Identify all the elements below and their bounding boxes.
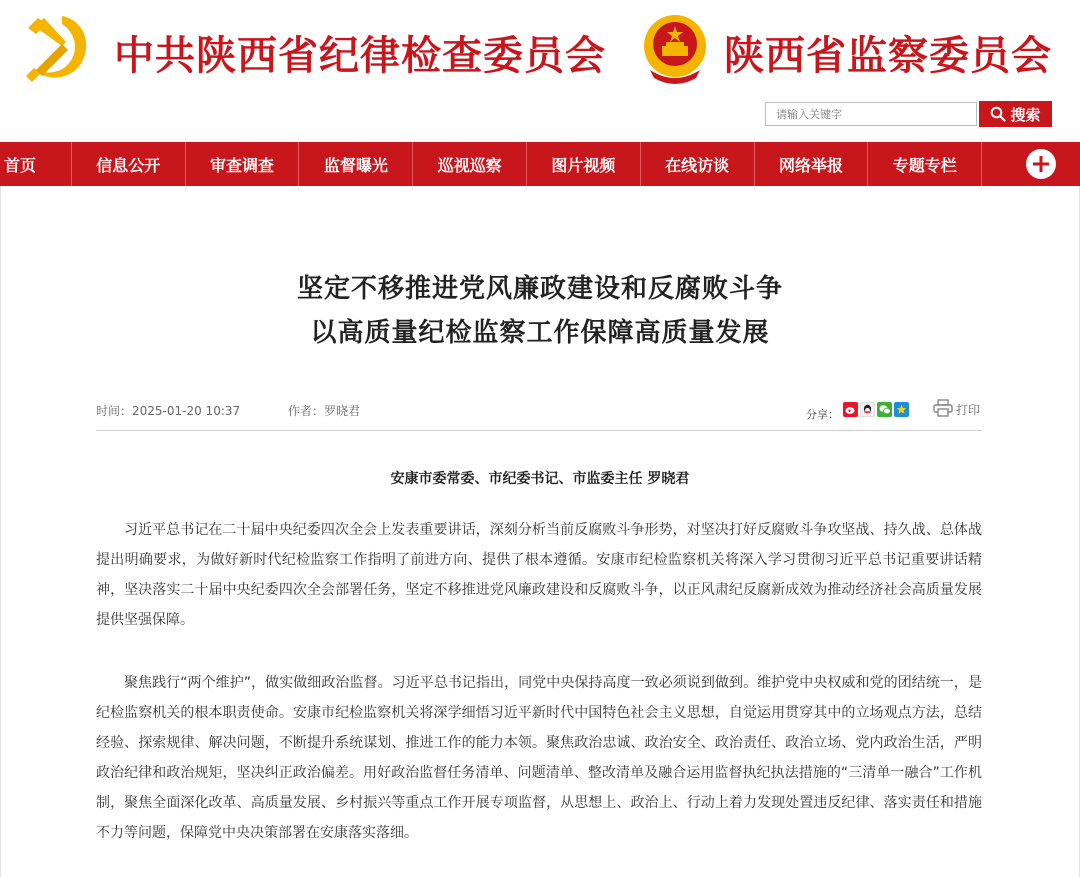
article-author: 作者：罗晓君: [288, 404, 361, 418]
nav-item-home[interactable]: 首页: [0, 142, 72, 186]
article-paragraph-2: 聚焦践行“两个维护”，做实做细政治监督。习近平总书记指出，同党中央保持高度一致必须说到做到。维护党中央权威和党的团结统一，是纪检监察机关的根本职责使命。安康市纪检监察机关将深学细悟习近平新时代中国特色社会主义思想，自觉运用贯穿其中的立场观点方法，总结经验、探索规律、解决问题，不断提升系统谋划、推进工作的能力本领。聚焦政治忠诚、政治安全、政治责任、政治立场、党内政治生活，严明政治纪律和政治规矩，坚决纠正政治偏差。用好政治监督任务清单、问题清单、整改清单及融合运用监督执纪执法措施的“三清单一融合”工作机制，聚焦全面深化改革、高质量发展、乡村振兴等重点工作开展专项监督，从思想上、政治上、行动上着力发现处置违反纪律、落实责任和措施不力等问题，保障党中央决策部署在安康落实落细。: [96, 675, 982, 841]
qzone-icon[interactable]: [894, 402, 909, 417]
party-emblem-icon: [22, 10, 94, 86]
share-label: 分享：: [806, 408, 839, 421]
site-title-supervision: 陕西省监察委员会: [724, 32, 1052, 79]
printer-icon: [933, 399, 953, 417]
nav-expand-button[interactable]: [982, 142, 1080, 186]
meta-divider: [96, 430, 982, 431]
search-input[interactable]: [765, 102, 977, 126]
nav-item-info-disclosure[interactable]: 信息公开: [72, 142, 186, 186]
article-paragraph-1: 习近平总书记在二十届中央纪委四次全会上发表重要讲话，深刻分析当前反腐败斗争形势，对坚决打好反腐败斗争攻坚战、持久战、总体战提出明确要求，为做好新时代纪检监察工作指明了前进方向、提供了根本遵循。安康市纪检监察机关将深入学习贯彻习近平总书记重要讲话精神，坚决落实二十届中央纪委四次全会部署任务，坚定不移推进党风廉政建设和反腐败斗争，以正风肃纪反腐新成效为推动经济社会高质量发展提供坚强保障。: [96, 522, 982, 628]
print-label: 打印: [956, 403, 981, 417]
site-header: [0, 0, 1080, 142]
article-byline: 安康市委常委、市纪委书记、市监委主任 罗晓君: [390, 471, 690, 487]
nav-item-online-report[interactable]: 网络举报: [755, 142, 869, 186]
weibo-icon[interactable]: [843, 402, 858, 417]
main-nav: [0, 142, 1080, 186]
search-button-label: 搜索: [1010, 105, 1041, 124]
nav-item-inspection[interactable]: 巡视巡察: [413, 142, 527, 186]
article-title-line2: 以高质量纪检监察工作保障高质量发展: [310, 318, 770, 348]
nav-item-special-topics[interactable]: 专题专栏: [868, 142, 982, 186]
nav-item-supervision-exposure[interactable]: 监督曝光: [299, 142, 413, 186]
nav-item-online-interview[interactable]: 在线访谈: [641, 142, 755, 186]
article-title-line1: 坚定不移推进党风廉政建设和反腐败斗争: [296, 274, 783, 304]
search-button[interactable]: [979, 101, 1052, 127]
nav-item-photo-video[interactable]: 图片视频: [527, 142, 641, 186]
plus-circle-icon: [1024, 147, 1058, 181]
qq-icon[interactable]: [860, 402, 875, 417]
nav-item-investigation[interactable]: 审查调查: [186, 142, 300, 186]
article-time: 时间：2025-01-20 10:37: [96, 404, 241, 418]
wechat-icon[interactable]: [877, 402, 892, 417]
share-icons: [843, 402, 909, 417]
search-icon: [990, 106, 1006, 122]
print-button[interactable]: [933, 399, 980, 417]
site-title-discipline: 中共陕西省纪律检查委员会: [114, 32, 606, 79]
national-emblem-icon: [640, 12, 710, 86]
